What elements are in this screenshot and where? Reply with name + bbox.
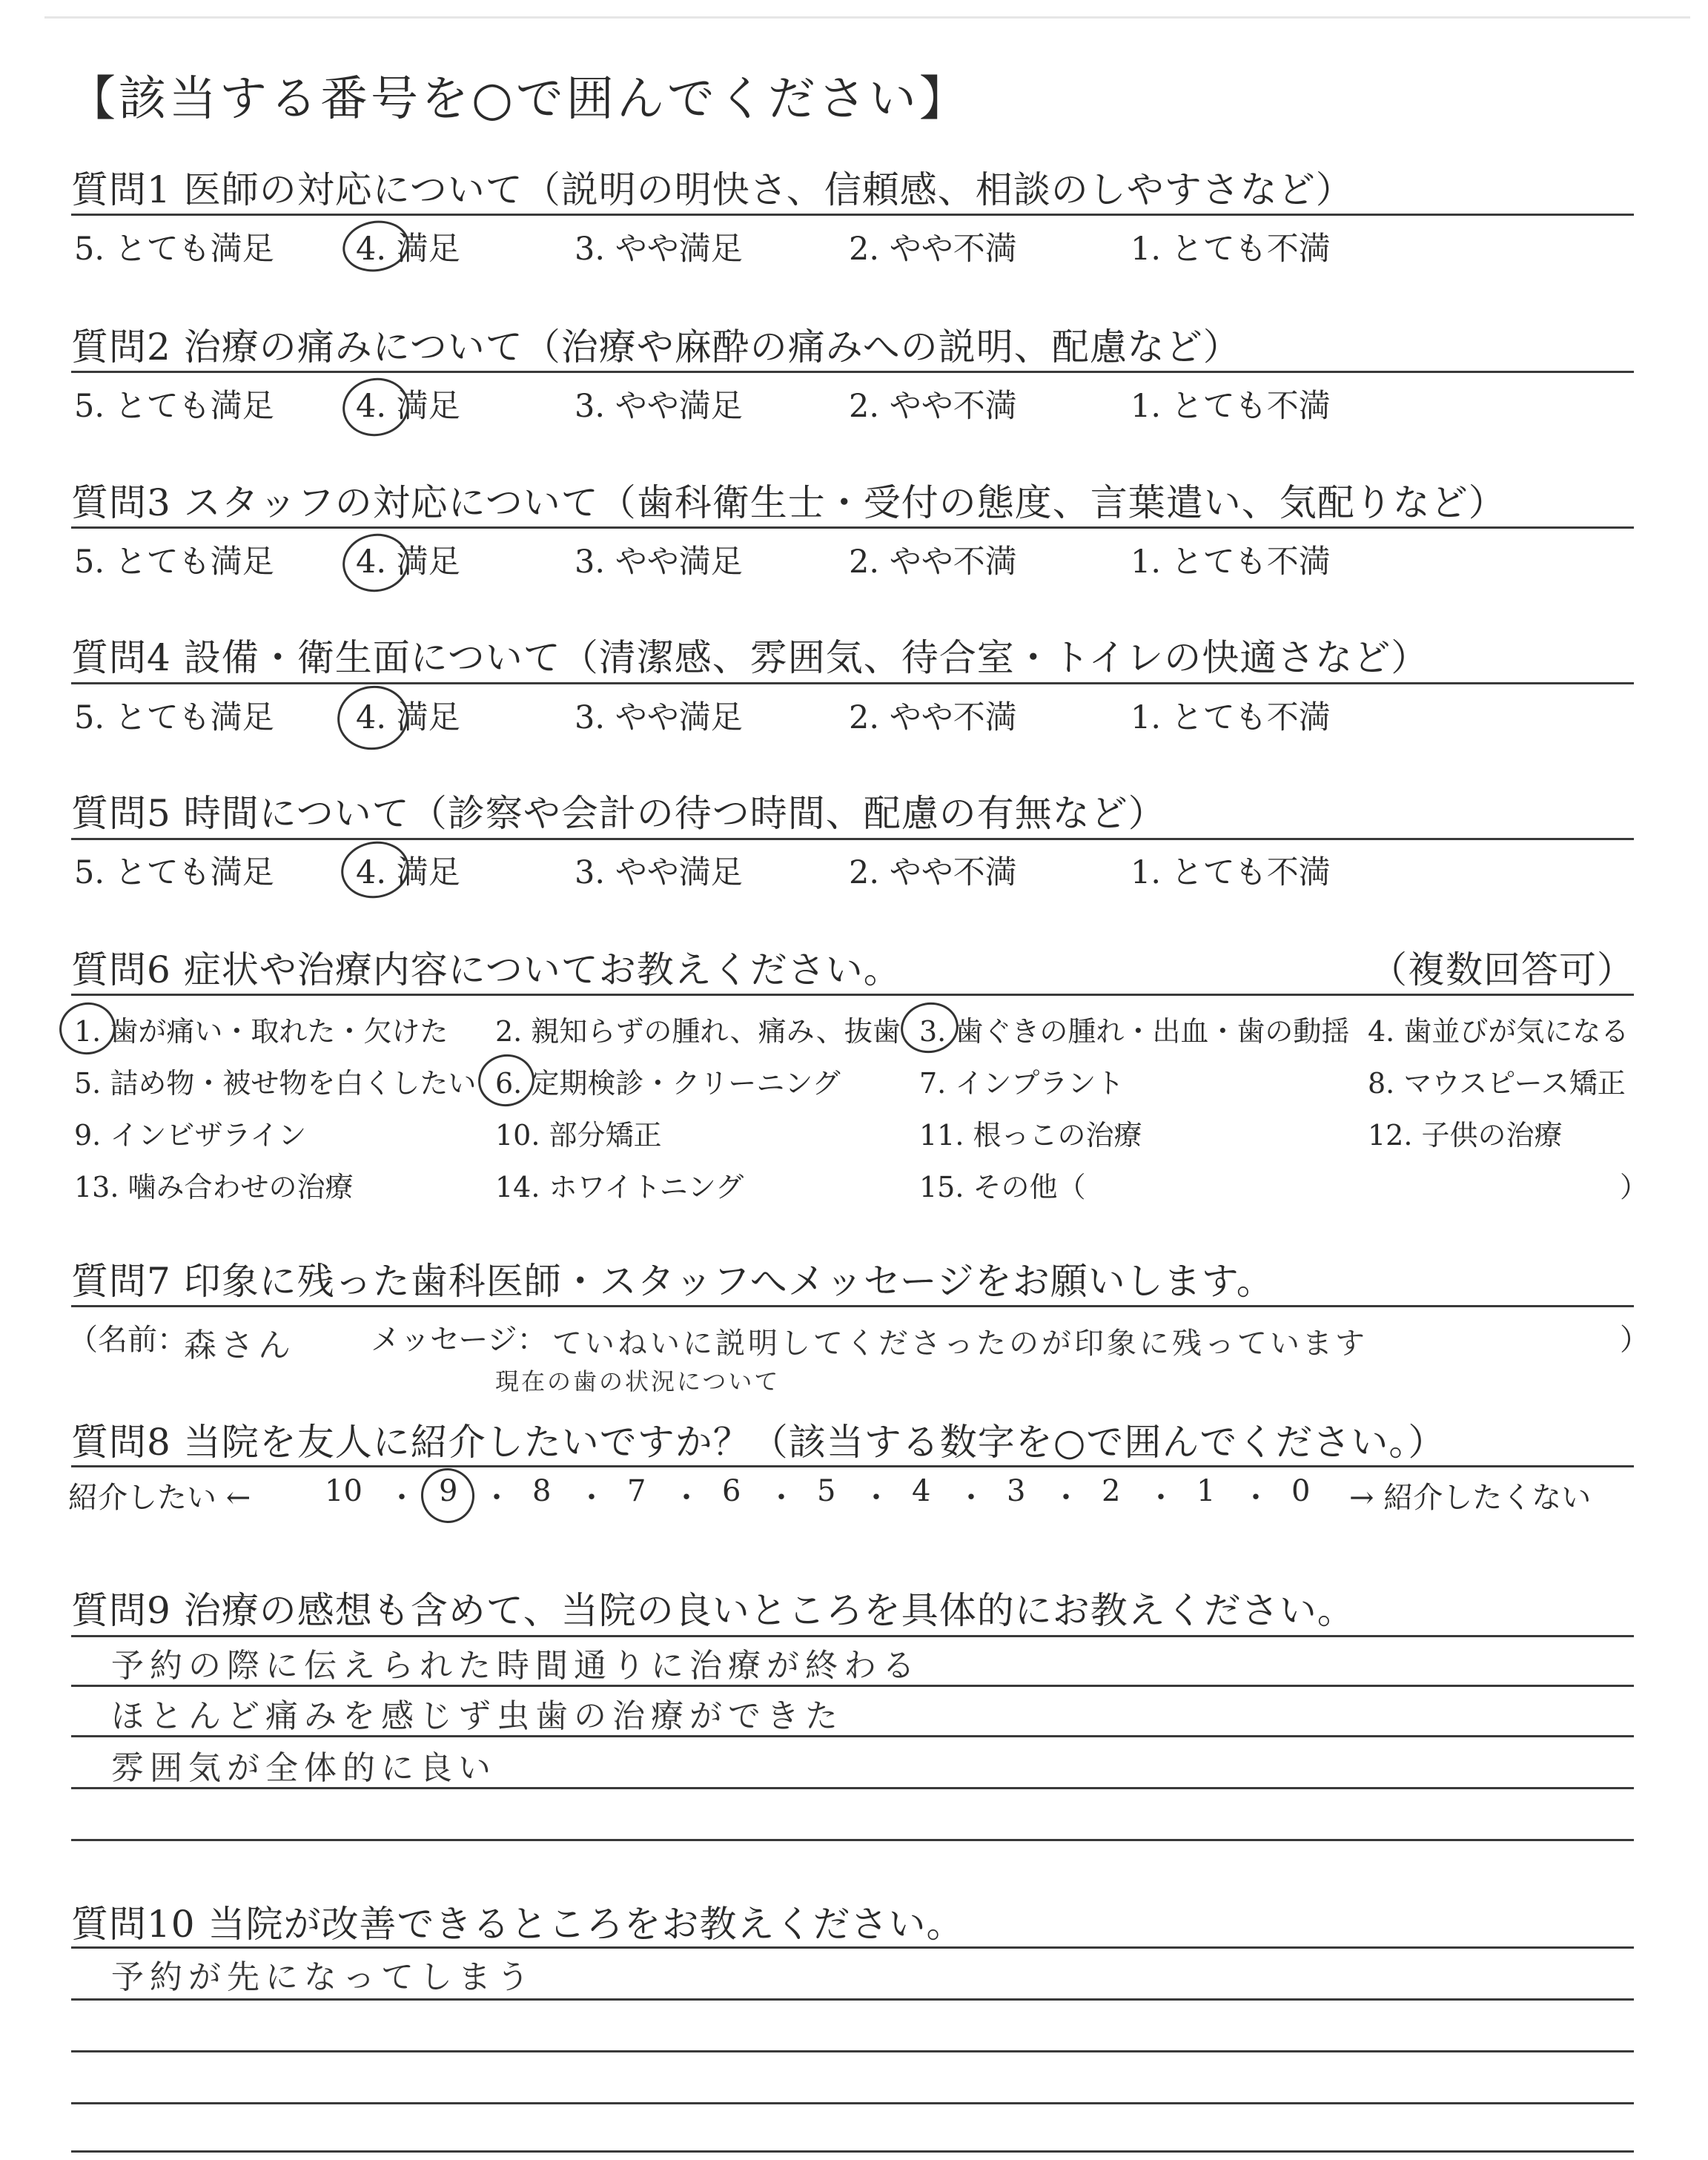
q7-name-label: （名前： xyxy=(68,1323,187,1357)
q8-scale-9[interactable]: 9 xyxy=(439,1474,458,1508)
q10-answer-rule xyxy=(71,2150,1634,2153)
q8-scale-8[interactable]: 8 xyxy=(532,1474,552,1508)
q8-left-label: 紹介したい ← xyxy=(68,1481,251,1515)
q8-scale-0[interactable]: 0 xyxy=(1291,1474,1311,1508)
q6-option-5[interactable]: 5. 詰め物・被せ物を白くしたい xyxy=(74,1067,477,1100)
q7-label: 質問7 印象に残った歯科医師・スタッフへメッセージをお願いします。 xyxy=(71,1260,1274,1303)
q8-separator: ・ xyxy=(482,1481,512,1515)
q8-separator: ・ xyxy=(1051,1481,1081,1515)
q1-option-2[interactable]: 2. やや不満 xyxy=(849,231,1017,268)
q7-rule xyxy=(71,1305,1634,1307)
q8-scale-1[interactable]: 1 xyxy=(1196,1474,1216,1508)
q7-name-value[interactable]: 森さん xyxy=(184,1327,295,1364)
q2-option-1[interactable]: 1. とても不満 xyxy=(1131,388,1331,425)
q2-option-2[interactable]: 2. やや不満 xyxy=(849,388,1017,425)
q6-selected-circle-1 xyxy=(55,998,119,1059)
q8-scale-10[interactable]: 10 xyxy=(325,1474,363,1508)
q3-option-4[interactable]: 4. 満足 xyxy=(356,544,460,581)
q6-option-7[interactable]: 7. インプラント xyxy=(919,1067,1125,1100)
q2-option-4[interactable]: 4. 満足 xyxy=(356,388,460,425)
q1-option-3[interactable]: 3. やや満足 xyxy=(575,231,743,268)
q6-option-13[interactable]: 13. 噛み合わせの治療 xyxy=(74,1171,354,1203)
q10-label: 質問10 当院が改善できるところをお教えください。 xyxy=(71,1903,964,1946)
q9-rule xyxy=(71,1635,1634,1637)
q8-scale-3[interactable]: 3 xyxy=(1007,1474,1026,1508)
q6-selected-circle-6 xyxy=(474,1050,538,1111)
q8-right-label: → 紹介したくない xyxy=(1349,1481,1592,1515)
q8-separator: ・ xyxy=(767,1481,796,1515)
q4-label: 質問4 設備・衛生面について（清潔感、雰囲気、待合室・トイレの快適さなど） xyxy=(71,636,1429,679)
q4-option-3[interactable]: 3. やや満足 xyxy=(575,699,743,736)
q6-option-14[interactable]: 14. ホワイトニング xyxy=(495,1171,744,1203)
q6-option-11[interactable]: 11. 根っこの治療 xyxy=(919,1119,1142,1152)
q3-option-2[interactable]: 2. やや不満 xyxy=(849,544,1017,581)
q1-option-4[interactable]: 4. 満足 xyxy=(356,231,460,268)
page-top-edge xyxy=(44,16,1690,19)
q8-rule xyxy=(71,1465,1634,1467)
q8-scale-4[interactable]: 4 xyxy=(912,1474,931,1508)
q6-option-15[interactable]: 15. その他（ xyxy=(919,1171,1086,1203)
q9-answer-rule xyxy=(71,1839,1634,1841)
page-title: 【該当する番号を○で囲んでください】 xyxy=(68,72,970,127)
q5-option-5[interactable]: 5. とても満足 xyxy=(74,854,274,891)
q3-option-3[interactable]: 3. やや満足 xyxy=(575,544,743,581)
q6-option-12[interactable]: 12. 子供の治療 xyxy=(1368,1119,1563,1152)
q10-answer-line-1[interactable]: 予約が先になってしまう xyxy=(111,1958,535,1996)
q8-scale-2[interactable]: 2 xyxy=(1102,1474,1121,1508)
q5-option-1[interactable]: 1. とても不満 xyxy=(1131,854,1331,891)
q5-label: 質問5 時間について（診察や会計の待つ時間、配慮の有無など） xyxy=(71,792,1166,835)
q7-message-label: メッセージ： xyxy=(371,1323,547,1357)
q6-option-9[interactable]: 9. インビザライン xyxy=(74,1119,307,1152)
q8-separator: ・ xyxy=(1146,1481,1176,1515)
q7-close-paren: ） xyxy=(1620,1323,1649,1357)
q8-separator: ・ xyxy=(1241,1481,1271,1515)
q10-answer-rule xyxy=(71,2102,1634,2104)
q8-scale-7[interactable]: 7 xyxy=(627,1474,646,1508)
q8-separator: ・ xyxy=(577,1481,606,1515)
q8-separator: ・ xyxy=(387,1481,417,1515)
q6-option-10[interactable]: 10. 部分矯正 xyxy=(495,1119,662,1152)
q6-option-4[interactable]: 4. 歯並びが気になる xyxy=(1368,1015,1629,1048)
q8-separator: ・ xyxy=(672,1481,701,1515)
q3-option-5[interactable]: 5. とても満足 xyxy=(74,544,274,581)
q9-label: 質問9 治療の感想も含めて、当院の良いところを具体的にお教えください。 xyxy=(71,1589,1355,1632)
q6-option-15-close: ） xyxy=(1620,1171,1649,1203)
q6-option-3[interactable]: 3. 歯ぐきの腫れ・出血・歯の動揺 xyxy=(919,1015,1350,1048)
q2-label: 質問2 治療の痛みについて（治療や麻酔の痛みへの説明、配慮など） xyxy=(71,326,1241,369)
q8-scale-5[interactable]: 5 xyxy=(817,1474,836,1508)
q9-answer-line-2[interactable]: ほとんど痛みを感じず虫歯の治療ができた xyxy=(111,1697,844,1735)
q9-answer-rule xyxy=(71,1685,1634,1687)
q2-option-5[interactable]: 5. とても満足 xyxy=(74,388,274,425)
q8-separator: ・ xyxy=(956,1481,986,1515)
q4-option-5[interactable]: 5. とても満足 xyxy=(74,699,274,736)
q6-option-2[interactable]: 2. 親知らずの腫れ、痛み、抜歯 xyxy=(495,1015,901,1048)
q7-message-insert: 現在の歯の状況について xyxy=(495,1367,781,1396)
q10-answer-rule xyxy=(71,2050,1634,2052)
q3-rule xyxy=(71,526,1634,529)
q9-answer-rule xyxy=(71,1787,1634,1789)
q6-option-1[interactable]: 1. 歯が痛い・取れた・欠けた xyxy=(74,1015,448,1048)
q10-rule xyxy=(71,1946,1634,1949)
q6-note: （複数回答可） xyxy=(1370,948,1635,991)
q5-option-4[interactable]: 4. 満足 xyxy=(356,854,460,891)
q8-separator: ・ xyxy=(861,1481,891,1515)
q5-option-3[interactable]: 3. やや満足 xyxy=(575,854,743,891)
q4-option-1[interactable]: 1. とても不満 xyxy=(1131,699,1331,736)
q2-option-3[interactable]: 3. やや満足 xyxy=(575,388,743,425)
q9-answer-rule xyxy=(71,1735,1634,1737)
q4-rule xyxy=(71,682,1634,684)
q8-selected-circle xyxy=(417,1464,479,1527)
q2-rule xyxy=(71,371,1634,373)
q6-rule xyxy=(71,994,1634,996)
q4-selected-circle xyxy=(332,680,413,755)
q4-option-4[interactable]: 4. 満足 xyxy=(356,699,460,736)
q1-label: 質問1 医師の対応について（説明の明快さ、信頼感、相談のしやすさなど） xyxy=(71,168,1354,211)
q6-label: 質問6 症状や治療内容についてお教えください。 xyxy=(71,948,901,991)
q8-scale-6[interactable]: 6 xyxy=(722,1474,741,1508)
q9-answer-line-1[interactable]: 予約の際に伝えられた時間通りに治療が終わる xyxy=(111,1647,921,1685)
q5-selected-circle xyxy=(337,836,414,904)
q5-rule xyxy=(71,838,1634,840)
q1-rule xyxy=(71,214,1634,216)
q10-answer-rule xyxy=(71,1998,1634,2001)
q6-option-8[interactable]: 8. マウスピース矯正 xyxy=(1368,1067,1626,1100)
q1-option-5[interactable]: 5. とても満足 xyxy=(74,231,274,268)
q6-option-6[interactable]: 6. 定期検診・クリーニング xyxy=(495,1067,841,1100)
q3-label: 質問3 スタッフの対応について（歯科衛生士・受付の態度、言葉遣い、気配りなど） xyxy=(71,481,1506,524)
q8-label: 質問8 当院を友人に紹介したいですか？（該当する数字を○で囲んでください。） xyxy=(71,1421,1446,1464)
q9-answer-line-3[interactable]: 雰囲気が全体的に良い xyxy=(111,1749,497,1787)
q3-option-1[interactable]: 1. とても不満 xyxy=(1131,544,1331,581)
q1-option-1[interactable]: 1. とても不満 xyxy=(1131,231,1331,268)
q4-option-2[interactable]: 2. やや不満 xyxy=(849,699,1017,736)
q7-message-value[interactable]: ていねいに説明してくださったのが印象に残っています xyxy=(552,1327,1368,1361)
q5-option-2[interactable]: 2. やや不満 xyxy=(849,854,1017,891)
